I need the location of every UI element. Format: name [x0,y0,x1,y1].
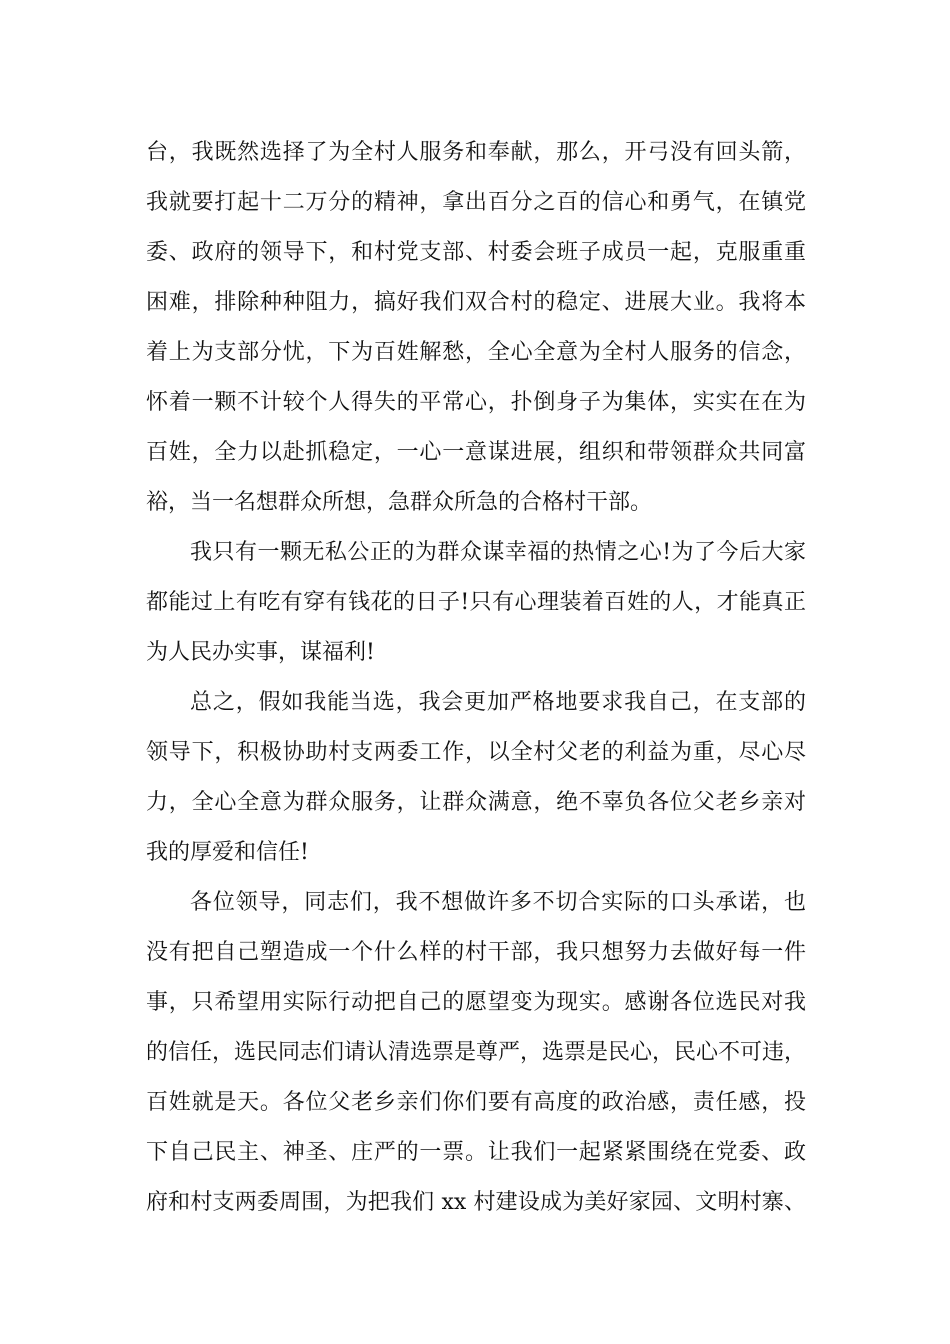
text-line: 府和村支两委周围，为把我们 xx 村建设成为美好家园、文明村寨、 [146,1190,806,1215]
paragraph-4 [146,878,806,1228]
text-line: 为人民办实事，谋福利! [146,640,375,665]
text-line: 总之，假如我能当选，我会更加严格地要求我自己，在支部的 [190,690,806,715]
text-line: 事，只希望用实际行动把自己的愿望变为现实。感谢各位选民对我 [146,990,806,1015]
text-line: 怀着一颗不计较个人得失的平常心，扑倒身子为集体，实实在在为 [146,390,806,415]
text-line: 都能过上有吃有穿有钱花的日子!只有心理装着百姓的人，才能真正 [146,590,806,615]
paragraph-2 [146,528,806,678]
text-line: 领导下，积极协助村支两委工作，以全村父老的利益为重，尽心尽 [146,740,806,765]
text-line: 没有把自己塑造成一个什么样的村干部，我只想努力去做好每一件 [146,940,806,965]
text-line: 百姓，全力以赴抓稳定，一心一意谋进展，组织和带领群众共同富 [146,440,806,465]
text-line: 委、政府的领导下，和村党支部、村委会班子成员一起，克服重重 [146,240,806,265]
text-line: 各位领导，同志们，我不想做许多不切合实际的口头承诺，也 [190,890,806,915]
text-line: 力，全心全意为群众服务，让群众满意，绝不辜负各位父老乡亲对 [146,790,806,815]
text-line: 我的厚爱和信任! [146,840,309,865]
text-line: 下自己民主、神圣、庄严的一票。让我们一起紧紧围绕在党委、政 [146,1140,806,1165]
text-line: 百姓就是天。各位父老乡亲们你们要有高度的政治感，责任感，投 [146,1090,806,1115]
text-line: 我只有一颗无私公正的为群众谋幸福的热情之心!为了今后大家 [190,540,806,565]
text-line: 裕，当一名想群众所想，急群众所急的合格村干部。 [146,490,653,515]
text-line: 我就要打起十二万分的精神，拿出百分之百的信心和勇气，在镇党 [146,190,806,215]
text-line: 着上为支部分忧，下为百姓解愁，全心全意为全村人服务的信念， [146,340,806,365]
paragraph-1 [146,128,806,528]
text-line: 的信任，选民同志们请认清选票是尊严，选票是民心，民心不可违， [146,1040,807,1065]
document-body [146,128,806,1228]
paragraph-3 [146,678,806,878]
text-line: 困难，排除种种阻力，搞好我们双合村的稳定、进展大业。我将本 [146,290,806,315]
text-line: 台，我既然选择了为全村人服务和奉献，那么，开弓没有回头箭， [146,140,806,165]
